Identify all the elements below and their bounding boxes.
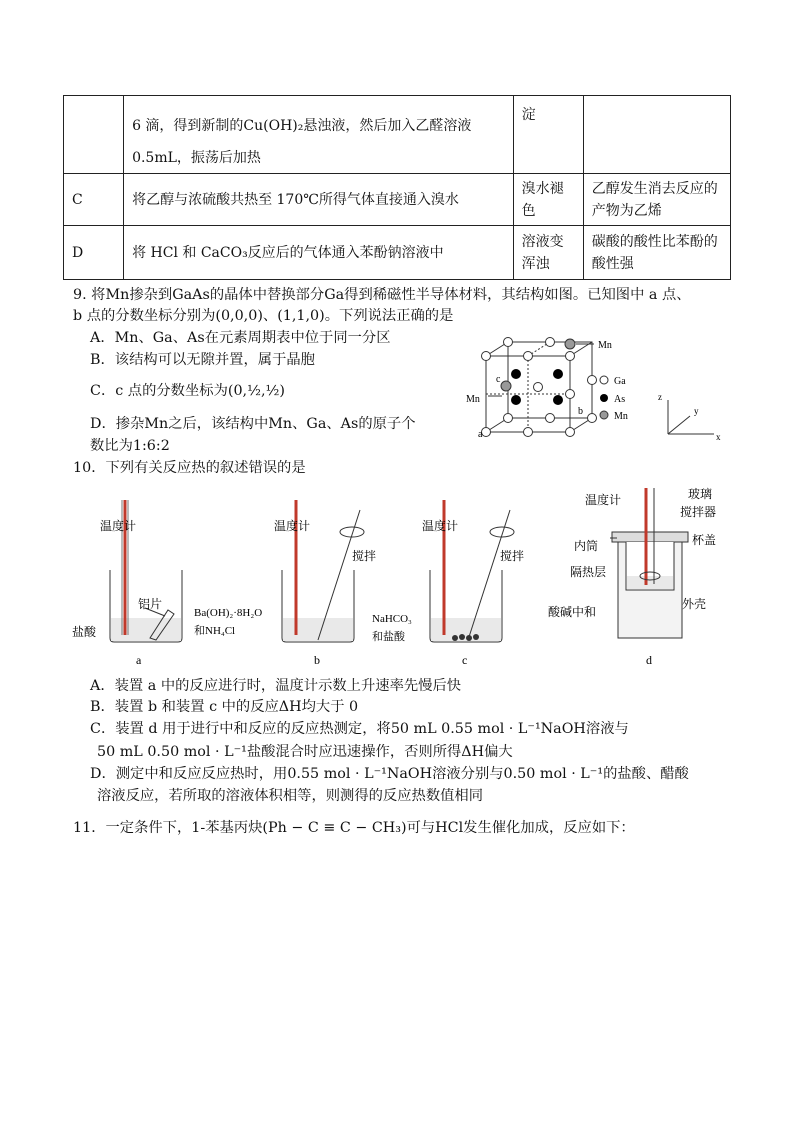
q10-option-d-cont: 溶液反应，若所取的溶液体积相等，则测得的反应热数值相同 bbox=[97, 788, 484, 804]
point-c-label: c bbox=[496, 374, 501, 385]
experiment-table bbox=[63, 95, 731, 280]
operation-cell: 将 HCl 和 CaCO₃反应后的气体通入苯酚钠溶液中 bbox=[124, 226, 514, 280]
axis-z-label: z bbox=[658, 392, 662, 402]
conclusion-cell bbox=[583, 96, 730, 174]
a-aluminum-label: 铝片 bbox=[138, 597, 163, 611]
a-caption: a bbox=[136, 653, 142, 667]
phenomenon-cell: 淀 bbox=[513, 96, 583, 174]
crystal-structure-figure bbox=[458, 330, 738, 445]
conclusion-cell: 乙醇发生消去反应的产物为乙烯 bbox=[583, 174, 730, 226]
b-chem-line1: Ba(OH)₂·8H₂O bbox=[194, 607, 263, 619]
phenomenon-cell: 溴水褪色 bbox=[513, 174, 583, 226]
row-label: C bbox=[64, 174, 124, 226]
q10-option-c-cont: 50 mL 0.50 mol · L⁻¹盐酸混合时应迅速操作，否则所得ΔH偏大 bbox=[97, 744, 513, 760]
row-label: D bbox=[64, 226, 124, 280]
legend-mn-label: Mn bbox=[614, 411, 628, 422]
c-stir-label: 搅拌 bbox=[500, 549, 525, 563]
q9-stem: 9. 将Mn掺杂到GaAs的晶体中替换部分Ga得到稀磁性半导体材料，其结构如图。已知图中 a 点、 bbox=[73, 287, 691, 303]
b-stir-label: 搅拌 bbox=[352, 549, 377, 563]
c-chem-line1: NaHCO₃ bbox=[372, 613, 412, 625]
phenomenon-cell: 溶液变浑浊 bbox=[513, 226, 583, 280]
b-thermometer-label: 温度计 bbox=[274, 519, 311, 533]
apparatus-figure bbox=[70, 480, 730, 670]
q10-option-c: C．装置 d 用于进行中和反应的反应热测定，将50 mL 0.55 mol · L⁻¹NaOH溶液与 bbox=[90, 721, 629, 737]
a-thermometer-label: 温度计 bbox=[100, 519, 137, 533]
table-row bbox=[64, 96, 731, 174]
a-hcl-label: 盐酸 bbox=[72, 625, 97, 639]
d-glass-line1: 玻璃 bbox=[688, 487, 713, 501]
q9-option-c: C．c 点的分数坐标为(0,½,½) bbox=[90, 383, 285, 399]
d-neutral-label: 酸碱中和 bbox=[548, 605, 597, 619]
conclusion-cell: 碳酸的酸性比苯酚的酸性强 bbox=[583, 226, 730, 280]
mn-top-label: Mn bbox=[598, 340, 612, 351]
table-row bbox=[64, 174, 731, 226]
q10-stem: 10．下列有关反应热的叙述错误的是 bbox=[73, 460, 306, 476]
q9-option-d-cont: 数比为1:6:2 bbox=[90, 438, 170, 454]
c-caption: c bbox=[462, 653, 468, 667]
legend-as-label: As bbox=[614, 394, 626, 405]
c-chem-line2: 和盐酸 bbox=[372, 631, 405, 643]
q11-stem: 11．一定条件下，1-苯基丙炔(Ph − C ≡ C − CH₃)可与HCl发生催化加成，反应如下： bbox=[73, 820, 635, 836]
point-a-label: a bbox=[478, 429, 483, 440]
q9-option-d: D．掺杂Mn之后，该结构中Mn、Ga、As的原子个 bbox=[90, 416, 416, 432]
c-thermometer-label: 温度计 bbox=[422, 519, 459, 533]
d-shell-label: 外壳 bbox=[682, 597, 707, 611]
operation-cell bbox=[124, 96, 514, 174]
d-insulation-label: 隔热层 bbox=[570, 565, 607, 579]
q10-option-b: B．装置 b 和装置 c 中的反应ΔH均大于 0 bbox=[90, 699, 359, 715]
q9-option-a: A．Mn、Ga、As在元素周期表中位于同一分区 bbox=[90, 330, 391, 346]
q10-option-d: D．测定中和反应反应热时，用0.55 mol · L⁻¹NaOH溶液分别与0.50 mol · L⁻¹的盐酸、醋酸 bbox=[90, 766, 689, 782]
d-glass-line2: 搅拌器 bbox=[680, 505, 717, 519]
d-inner-label: 内筒 bbox=[574, 539, 599, 553]
row-label bbox=[64, 96, 124, 174]
point-b-label: b bbox=[578, 406, 583, 417]
b-chem-line2: 和NH₄Cl bbox=[194, 625, 236, 637]
operation-line: 6 滴，得到新制的Cu(OH)₂悬浊液，然后加入乙醛溶液 bbox=[132, 117, 472, 134]
d-lid-label: 杯盖 bbox=[692, 533, 717, 547]
legend-ga-label: Ga bbox=[614, 376, 626, 387]
axis-y-label: y bbox=[694, 406, 699, 416]
d-caption: d bbox=[646, 653, 652, 667]
d-thermometer-label: 温度计 bbox=[585, 493, 622, 507]
q10-option-a: A．装置 a 中的反应进行时，温度计示数上升速率先慢后快 bbox=[90, 678, 462, 694]
q9-option-b: B．该结构可以无隙并置，属于晶胞 bbox=[90, 352, 315, 368]
operation-cell: 将乙醇与浓硫酸共热至 170℃所得气体直接通入溴水 bbox=[124, 174, 514, 226]
table-row bbox=[64, 226, 731, 280]
operation-line: 0.5mL，振荡后加热 bbox=[132, 149, 261, 166]
mn-left-label: Mn bbox=[466, 394, 480, 405]
b-caption: b bbox=[314, 653, 320, 667]
axis-x-label: x bbox=[716, 432, 721, 442]
q9-stem: b 点的分数坐标分别为(0,0,0)、(1,1,0)。下列说法正确的是 bbox=[73, 308, 454, 324]
